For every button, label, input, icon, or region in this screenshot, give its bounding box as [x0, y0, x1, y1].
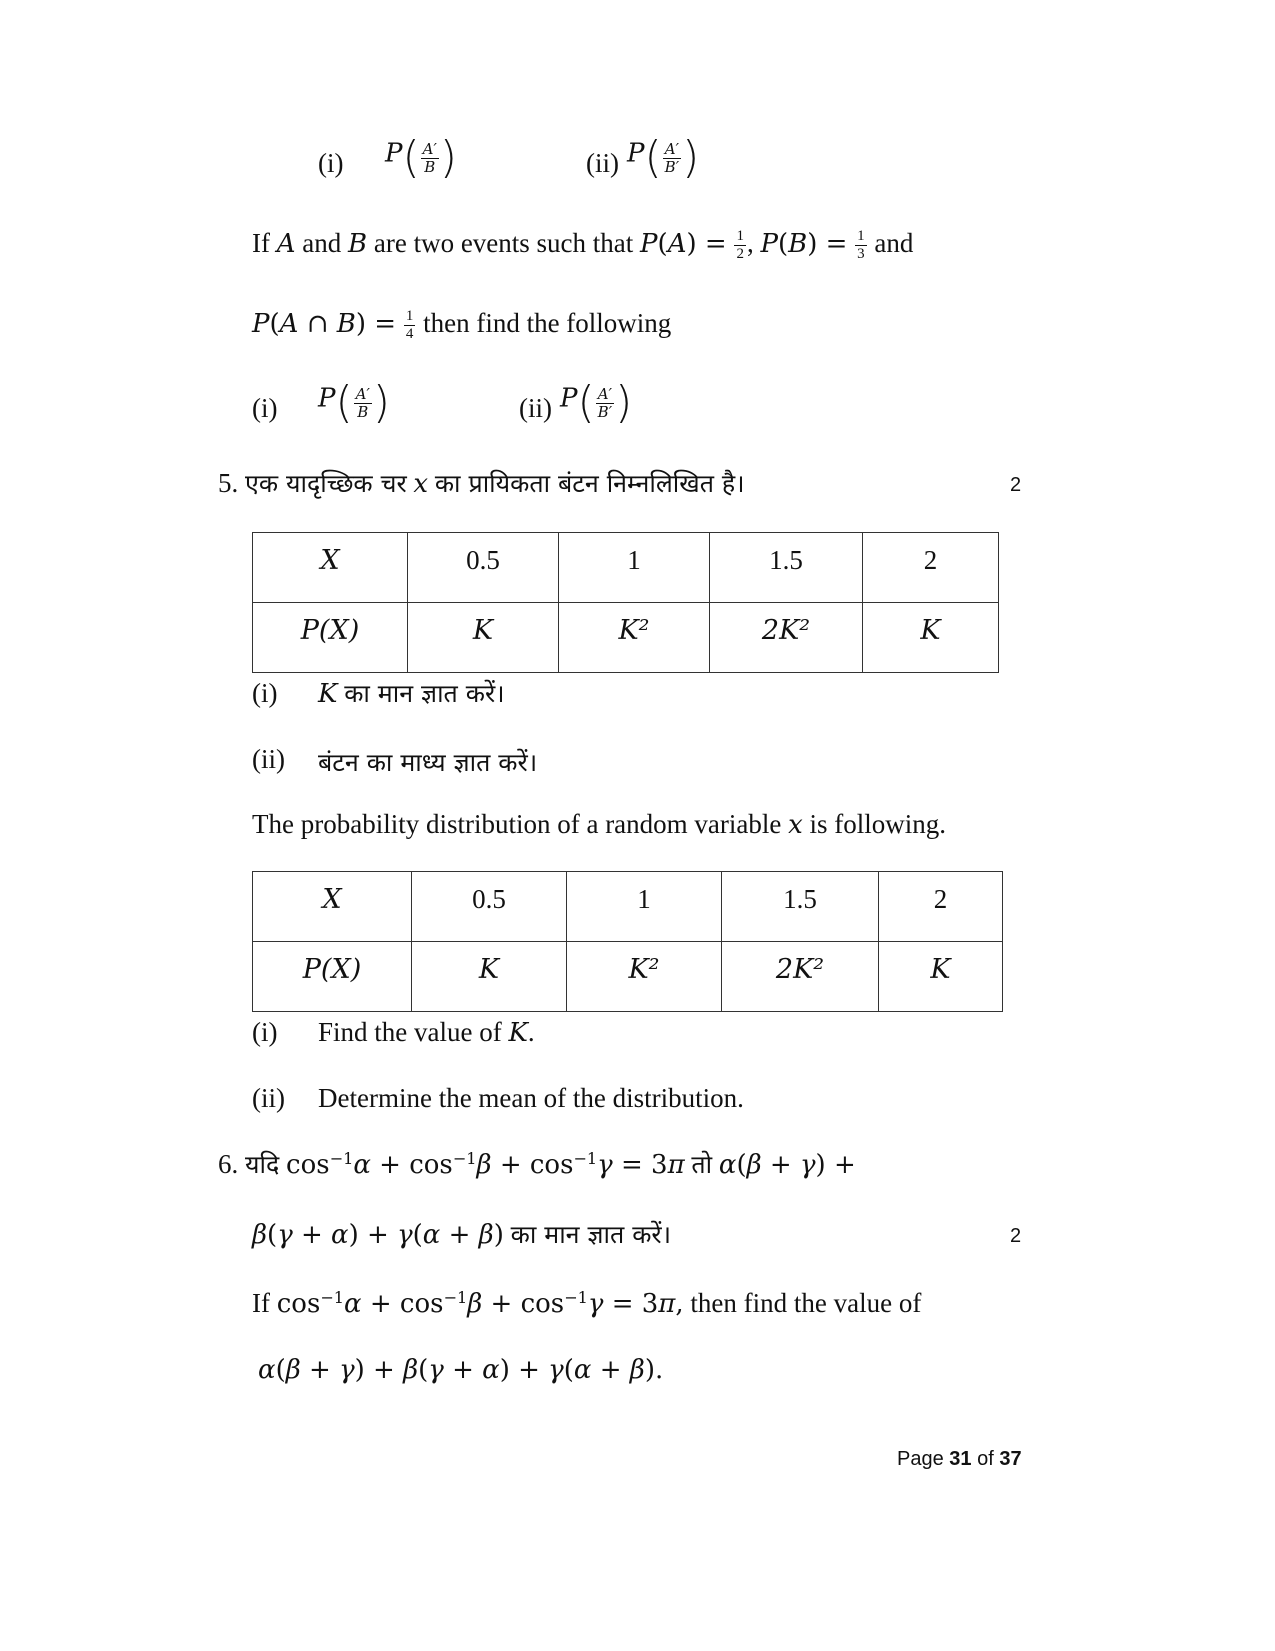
- q4-part-ii: [519, 392, 552, 424]
- top-part-ii-expression: P( $\frac{A'}{B'}$ ): [627, 132, 700, 183]
- table-row: [253, 872, 1003, 942]
- table-cell: 2: [879, 872, 1003, 942]
- table-cell: 1: [559, 533, 710, 603]
- q6-hindi-end: का मान ज्ञात करें।: [510, 1220, 672, 1249]
- page-word: Page: [897, 1448, 944, 1470]
- table-cell: K: [879, 942, 1003, 1012]
- q4-part-i: [252, 392, 277, 424]
- q5-en-prompt: The probability distribution of a random variable x is following.: [252, 809, 947, 840]
- q6-hindi-line1: 6. यदि $\cos^{-1}\alpha + \cos^{-1}\beta + \cos^{-1}\gamma = 3\pi$ तो α(β + γ) +: [218, 1149, 856, 1180]
- q4-then-text: then find the following: [423, 308, 672, 338]
- q5-en-part-i-label: (i): [252, 1017, 278, 1047]
- table-cell: 1.5: [722, 872, 879, 942]
- table-cell: 0.5: [412, 872, 567, 942]
- q5-hindi-part-i-text: का मान ज्ञात करें।: [344, 679, 505, 708]
- q4-en-line1: If A and B are two events such that P(A) = $\frac{1}{2}$ , P(B) = $\frac{1}{3}$ and: [252, 228, 914, 263]
- table-cell: X: [253, 872, 412, 942]
- q6-en-line1: If $\cos^{-1}\alpha + \cos^{-1}\beta + \cos^{-1}\gamma = 3\pi$, then find the value of: [252, 1288, 922, 1319]
- q6-en-if: If: [252, 1288, 270, 1318]
- q4-and: and: [302, 228, 342, 258]
- table-cell: P(X): [253, 942, 412, 1012]
- top-part-ii-label: (ii): [586, 148, 619, 178]
- q6-hindi-line2: β(γ + α) + γ(α + β) का मान ज्ञात करें।: [252, 1220, 672, 1250]
- page-current: 31: [949, 1448, 972, 1470]
- q5-hindi-part-ii-label: (ii): [252, 744, 285, 774]
- table-cell: K²: [559, 603, 710, 673]
- q4-part-i-expression: P( $\frac{A'}{B}$ ): [318, 377, 391, 428]
- q5-en-prompt-end: is following.: [809, 809, 947, 839]
- q4-part-i-label: (i): [252, 393, 278, 423]
- q5-en-table: [252, 871, 1003, 1012]
- table-row: [253, 942, 1003, 1012]
- table-cell: 2K²: [722, 942, 879, 1012]
- q5-en-part-ii-text: Determine the mean of the distribution.: [318, 1083, 744, 1113]
- table-cell: 2K²: [710, 603, 863, 673]
- table-cell: 1.5: [710, 533, 863, 603]
- q5-en-part-ii-label: (ii): [252, 1083, 285, 1113]
- of-word: of: [977, 1448, 994, 1470]
- q5-hindi-table: [252, 532, 999, 673]
- table-cell: 2: [863, 533, 999, 603]
- q5-en-part-i: Find the value of K.: [318, 1017, 535, 1048]
- table-cell: X: [253, 533, 408, 603]
- q5-en-prompt-text: The probability distribution of a random variable: [252, 809, 782, 839]
- table-cell: 1: [567, 872, 722, 942]
- q5-hindi-part-i: K का मान ज्ञात करें।: [318, 679, 505, 709]
- q5-en-part-i-text: Find the value of: [318, 1017, 502, 1047]
- q4-events-text: are two events such that: [373, 228, 634, 258]
- q6-en-then: then find the value of: [690, 1288, 922, 1318]
- q6-hindi-if: यदि: [245, 1150, 280, 1179]
- q6-number: 6.: [218, 1149, 239, 1179]
- q5-hindi-part-i-label: (i): [252, 678, 278, 708]
- table-row: [253, 533, 999, 603]
- q6-marks: 2: [1010, 1225, 1022, 1247]
- table-cell: K: [408, 603, 559, 673]
- table-cell: 0.5: [408, 533, 559, 603]
- table-cell: K: [412, 942, 567, 1012]
- q6-hindi-then: तो: [691, 1150, 713, 1179]
- table-cell: K²: [567, 942, 722, 1012]
- q6-en-line2: α(β + γ) + β(γ + α) + γ(α + β).: [258, 1355, 664, 1385]
- q5-marks: 2: [1010, 474, 1022, 496]
- q4-and-2: and: [874, 228, 914, 258]
- q4-part-ii-label: (ii): [519, 393, 552, 423]
- q5-hindi-prompt: 5. एक यादृच्छिक चर x का प्रायिकता बंटन निम्नलिखित है।: [218, 468, 745, 499]
- q4-if: If: [252, 228, 270, 258]
- page-total: 37: [999, 1448, 1022, 1470]
- q4-part-ii-expression: P( $\frac{A'}{B'}$ ): [560, 377, 633, 428]
- top-part-ii: [586, 147, 619, 179]
- top-part-i-expression: P( $\frac{A'}{B}$ ): [385, 132, 458, 183]
- table-row: [253, 603, 999, 673]
- page-footer: [897, 1448, 1022, 1471]
- table-cell: P(X): [253, 603, 408, 673]
- q5-hindi-prompt-text: एक यादृच्छिक चर: [245, 469, 407, 498]
- q5-number: 5.: [218, 468, 239, 498]
- top-part-i: [318, 147, 343, 179]
- q5-hindi-part-ii-text: बंटन का माध्य ज्ञात करें।: [318, 748, 538, 777]
- top-part-i-label: (i): [318, 148, 344, 178]
- q4-en-line2: P(A ∩ B) = $\frac{1}{4}$ then find the following: [252, 308, 672, 343]
- q5-hindi-prompt-end: का प्रायिकता बंटन निम्नलिखित है।: [434, 469, 745, 498]
- table-cell: K: [863, 603, 999, 673]
